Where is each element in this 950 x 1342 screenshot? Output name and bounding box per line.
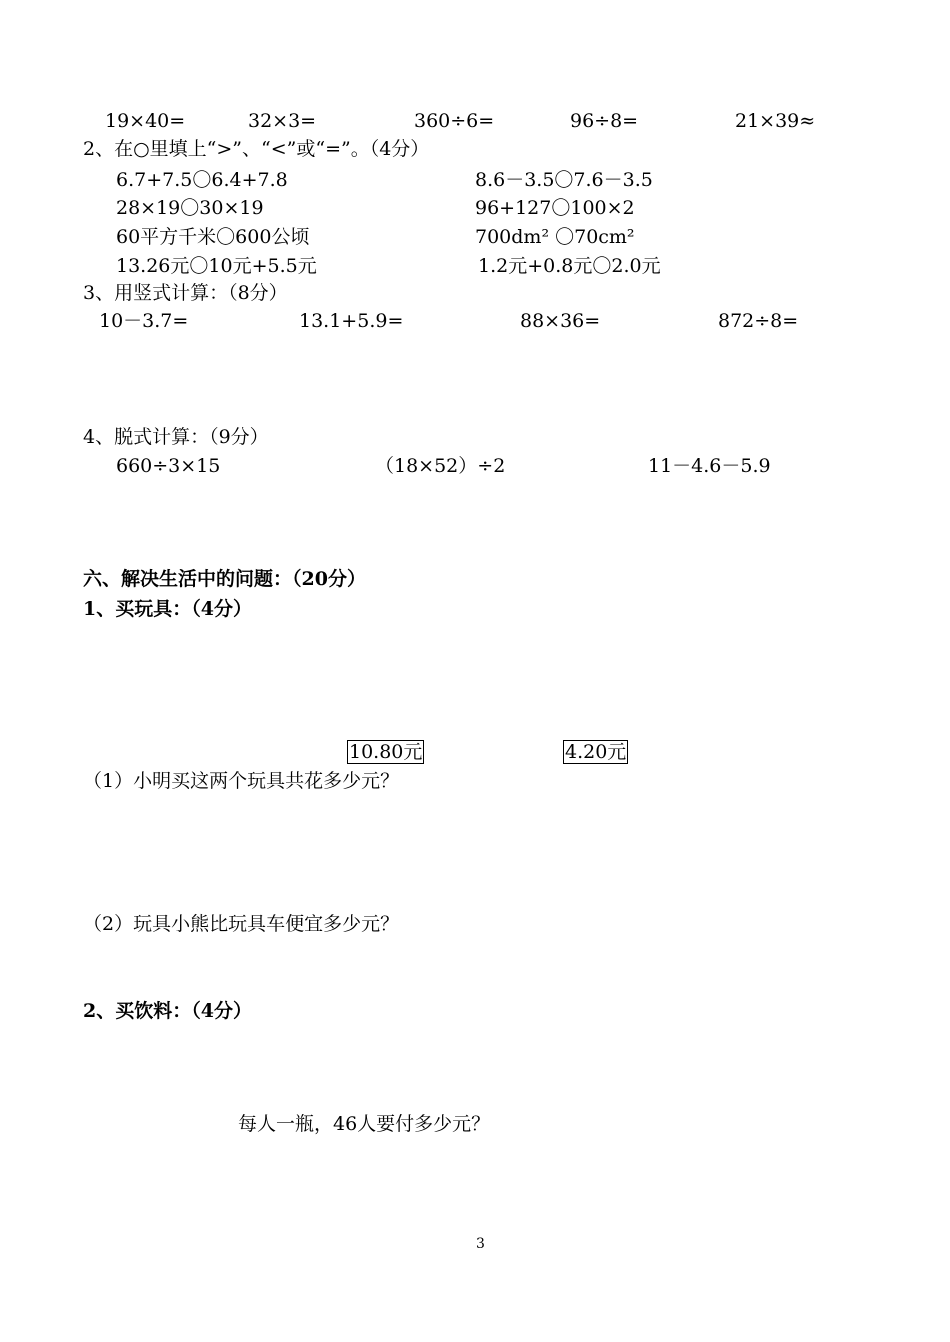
compare-item: 96+127〇100×2: [475, 197, 635, 219]
oral-calc-5: 21×39≈: [735, 110, 816, 132]
vertical-calc-item: 10－3.7=: [99, 310, 189, 332]
compare-item: 1.2元+0.8元〇2.0元: [478, 255, 661, 277]
compare-item: 8.6－3.5〇7.6－3.5: [475, 169, 653, 191]
price-tag-b: 4.20元: [565, 741, 627, 763]
q2-title: 2、在○里填上“>”、“<”或“=”。（4分）: [83, 138, 430, 160]
problem-2-title: 2、买饮料：（4分）: [83, 1000, 252, 1022]
compare-item: 13.26元〇10元+5.5元: [116, 255, 317, 277]
step-calc-item: 11－4.6－5.9: [648, 455, 771, 477]
oral-calc-2: 32×3=: [248, 110, 317, 132]
q3-title: 3、用竖式计算：（8分）: [83, 282, 288, 304]
compare-item: 28×19〇30×19: [116, 197, 264, 219]
vertical-calc-item: 88×36=: [520, 310, 601, 332]
compare-item: 700dm² 〇70cm²: [475, 226, 635, 248]
problem-1-question-2: （2）玩具小熊比玩具车便宜多少元？: [83, 913, 400, 935]
section-6-title: 六、解决生活中的问题：（20分）: [83, 568, 366, 590]
problem-1-title: 1、买玩具：（4分）: [83, 598, 252, 620]
problem-1-question-1: （1）小明买这两个玩具共花多少元？: [83, 770, 400, 792]
price-tag-a: 10.80元: [349, 741, 423, 763]
vertical-calc-item: 872÷8=: [718, 310, 799, 332]
step-calc-item: 660÷3×15: [116, 455, 221, 477]
oral-calc-1: 19×40=: [105, 110, 186, 132]
oral-calc-4: 96÷8=: [570, 110, 639, 132]
oral-calc-3: 360÷6=: [414, 110, 495, 132]
q4-title: 4、脱式计算：（9分）: [83, 426, 269, 448]
vertical-calc-item: 13.1+5.9=: [299, 310, 404, 332]
compare-item: 60平方千米〇600公顷: [116, 226, 310, 248]
step-calc-item: （18×52）÷2: [375, 455, 506, 477]
page-number: 3: [476, 1236, 485, 1252]
compare-item: 6.7+7.5〇6.4+7.8: [116, 169, 288, 191]
problem-2-question: 每人一瓶，46人要付多少元？: [238, 1113, 491, 1135]
